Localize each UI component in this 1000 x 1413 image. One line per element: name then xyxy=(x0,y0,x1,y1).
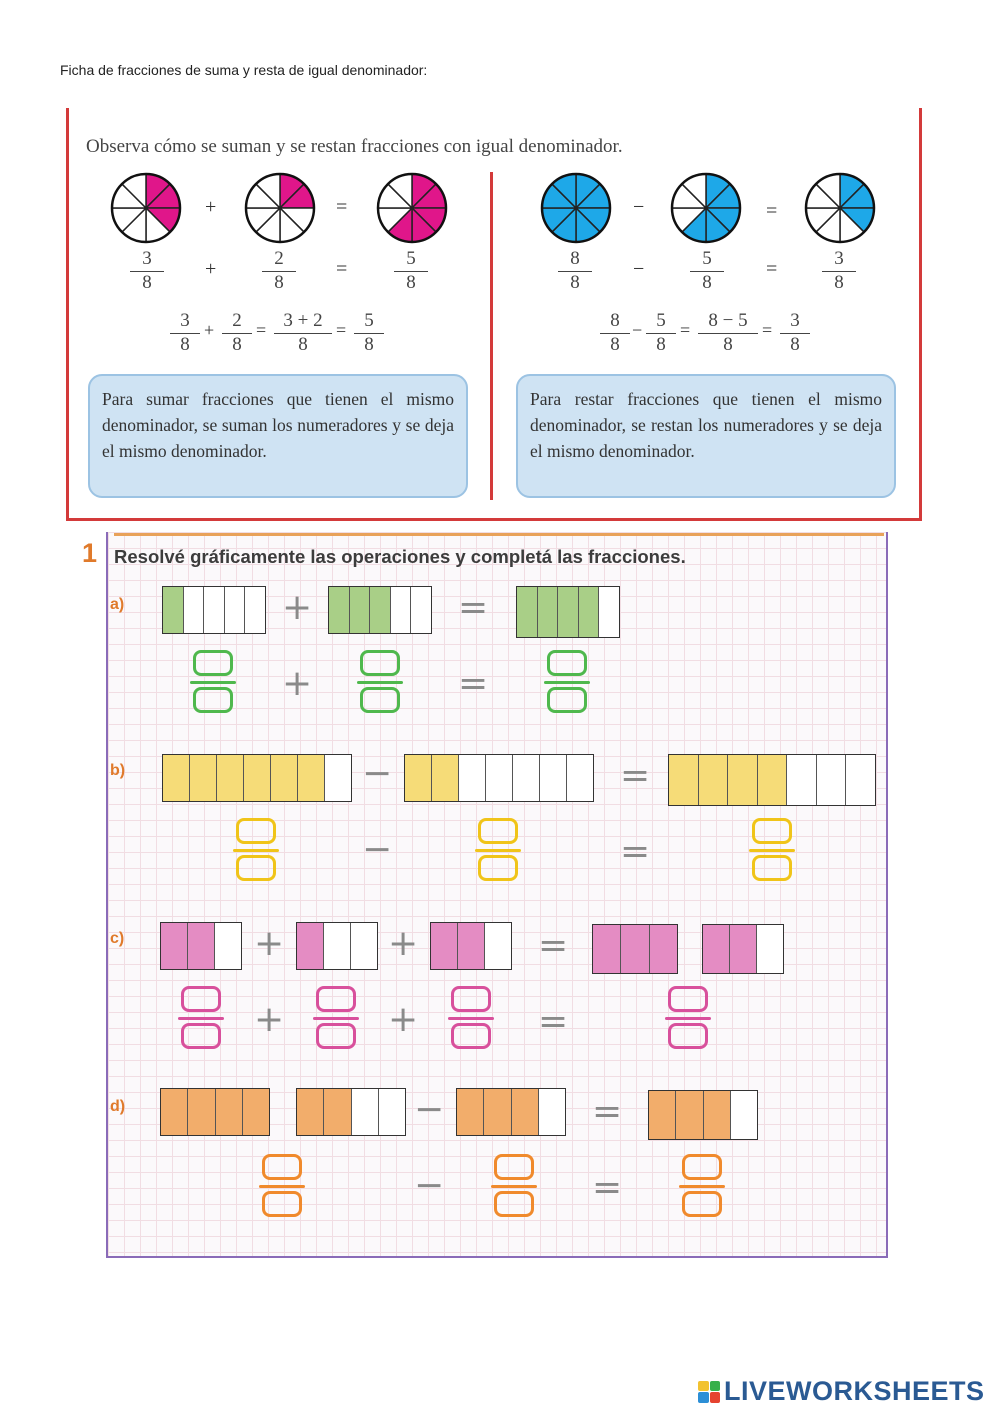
bar-c-4 xyxy=(592,924,678,974)
bar-cell-filled xyxy=(271,755,298,801)
bar-cell-filled xyxy=(432,755,459,801)
page-title: Ficha de fracciones de suma y resta de igual denominador: xyxy=(60,62,428,78)
op-a-1: + xyxy=(282,587,313,628)
fraction-bar xyxy=(544,681,590,684)
bar-cell-filled xyxy=(730,925,757,973)
logo-square xyxy=(698,1392,709,1403)
sub-expr-fraction-2: $\frac{5}{8}$ xyxy=(646,310,676,356)
fraction-bar xyxy=(491,1185,537,1188)
circle-five-eighths xyxy=(374,170,450,246)
numerator-box[interactable] xyxy=(451,986,491,1012)
op-c-2: + xyxy=(388,923,419,964)
add-equals-sign-2: = xyxy=(336,258,348,280)
fraction-bar xyxy=(178,1017,224,1020)
bar-cell-filled xyxy=(758,755,788,805)
bar-cell-filled xyxy=(188,1089,215,1135)
liveworksheets-logo[interactable] xyxy=(698,1376,985,1407)
bar-cell-filled xyxy=(699,755,729,805)
add-fraction-3: $\frac{5}{8}$ xyxy=(394,248,428,294)
liveworksheets-logo-text: LIVEWORKSHEETS xyxy=(724,1376,985,1406)
bar-cell-empty xyxy=(513,755,540,801)
answer-fraction-b-3[interactable] xyxy=(752,818,792,882)
circle-three-eighths-blue xyxy=(802,170,878,246)
bar-cell-empty xyxy=(351,923,377,969)
bar-cell-filled xyxy=(405,755,432,801)
add-expr-equals-1: = xyxy=(256,320,267,340)
add-expr-fraction-3: $\frac{3 + 2}{8}$ xyxy=(274,310,332,356)
denominator-box[interactable] xyxy=(236,855,276,881)
exercise-instruction: Resolvé gráficamente las operaciones y completá las fracciones. xyxy=(114,546,686,567)
denominator-box[interactable] xyxy=(668,1023,708,1049)
exercise-area xyxy=(106,532,888,1258)
row-label-c: c) xyxy=(110,930,125,947)
bar-cell-empty xyxy=(539,1089,565,1135)
bar-c-5 xyxy=(702,924,784,974)
denominator-box[interactable] xyxy=(316,1023,356,1049)
addition-rule-box: Para sumar fracciones que tienen el mismo denominador, se suman los numeradores y se deja el mismo denominador. xyxy=(88,374,468,498)
bar-cell-empty xyxy=(379,1089,405,1135)
bar-cell-filled xyxy=(243,1089,269,1135)
bar-a-2 xyxy=(328,586,432,634)
bar-cell-empty xyxy=(391,587,412,633)
answer-fraction-c-4[interactable] xyxy=(668,986,708,1050)
row-label-a: a) xyxy=(110,596,125,613)
answer-fraction-d-1[interactable] xyxy=(262,1154,302,1218)
bar-b-2 xyxy=(404,754,594,802)
answer-fraction-c-3[interactable] xyxy=(451,986,491,1050)
op-a-2b: = xyxy=(458,663,489,704)
bar-cell-empty xyxy=(599,587,619,637)
bar-cell-empty xyxy=(787,755,817,805)
op-d-1b: − xyxy=(414,1165,445,1206)
bar-b-3 xyxy=(668,754,876,806)
op-a-2: = xyxy=(458,587,489,628)
numerator-box[interactable] xyxy=(236,818,276,844)
fraction-bar xyxy=(259,1185,305,1188)
bar-cell-empty xyxy=(225,587,246,633)
bar-b-1 xyxy=(162,754,352,802)
sub-minus-sign-2: − xyxy=(633,258,645,280)
answer-fraction-a-1[interactable] xyxy=(193,650,233,714)
add-expr-fraction-2: $\frac{2}{8}$ xyxy=(222,310,252,356)
fraction-bar xyxy=(190,681,236,684)
numerator-box[interactable] xyxy=(668,986,708,1012)
fraction-bar xyxy=(749,849,795,852)
fraction-bar xyxy=(357,681,403,684)
answer-fraction-b-2[interactable] xyxy=(478,818,518,882)
denominator-box[interactable] xyxy=(181,1023,221,1049)
denominator-box[interactable] xyxy=(494,1191,534,1217)
add-expr-fraction-4: $\frac{5}{8}$ xyxy=(354,310,384,356)
numerator-box[interactable] xyxy=(547,650,587,676)
bar-cell-empty xyxy=(731,1091,757,1139)
bar-d-4 xyxy=(648,1090,758,1140)
numerator-box[interactable] xyxy=(478,818,518,844)
row-label-b: b) xyxy=(110,762,126,779)
bar-cell-filled xyxy=(728,755,758,805)
sub-expr-equals-1: = xyxy=(680,320,691,340)
answer-fraction-a-2[interactable] xyxy=(360,650,400,714)
bar-cell-empty xyxy=(459,755,486,801)
bar-cell-filled xyxy=(350,587,371,633)
numerator-box[interactable] xyxy=(494,1154,534,1180)
bar-cell-filled xyxy=(163,755,190,801)
sub-equals-sign: = xyxy=(766,200,778,222)
op-c-2b: + xyxy=(388,999,419,1040)
op-b-2: = xyxy=(620,755,651,796)
fraction-bar xyxy=(475,849,521,852)
bar-d-1 xyxy=(160,1088,270,1136)
bar-cell-filled xyxy=(216,1089,243,1135)
exercise-top-rule xyxy=(114,533,884,536)
sub-equals-sign-2: = xyxy=(766,258,778,280)
bar-cell-filled xyxy=(484,1089,511,1135)
bar-cell-filled xyxy=(217,755,244,801)
logo-square xyxy=(698,1381,709,1392)
sub-expr-fraction-1: $\frac{8}{8}$ xyxy=(600,310,630,356)
bar-cell-empty xyxy=(757,925,783,973)
subtraction-rule-box: Para restar fracciones que tienen el mismo denominador, se restan los numeradores y se deja el mismo denominador. xyxy=(516,374,896,498)
sub-expr-fraction-4: $\frac{3}{8}$ xyxy=(780,310,810,356)
numerator-box[interactable] xyxy=(682,1154,722,1180)
add-plus-sign: + xyxy=(205,196,217,218)
denominator-box[interactable] xyxy=(451,1023,491,1049)
bar-c-3 xyxy=(430,922,512,970)
answer-fraction-d-2[interactable] xyxy=(494,1154,534,1218)
denominator-box[interactable] xyxy=(193,687,233,713)
bar-cell-filled xyxy=(324,1089,351,1135)
bar-cell-empty xyxy=(324,923,351,969)
bar-cell-filled xyxy=(650,925,677,973)
bar-d-3 xyxy=(456,1088,566,1136)
add-expr-equals-2: = xyxy=(336,320,347,340)
bar-cell-filled xyxy=(458,923,485,969)
bar-cell-filled xyxy=(579,587,600,637)
add-fraction-1: $\frac{3}{8}$ xyxy=(130,248,164,294)
bar-cell-filled xyxy=(669,755,699,805)
op-b-2b: = xyxy=(620,831,651,872)
denominator-box[interactable] xyxy=(682,1191,722,1217)
sub-minus-sign: − xyxy=(633,196,645,218)
sub-expr-minus: − xyxy=(632,320,643,340)
bar-cell-filled xyxy=(329,587,350,633)
bar-cell-empty xyxy=(352,1089,379,1135)
denominator-box[interactable] xyxy=(262,1191,302,1217)
bar-cell-empty xyxy=(411,587,431,633)
bar-a-1 xyxy=(162,586,266,634)
circle-eight-eighths xyxy=(538,170,614,246)
numerator-box[interactable] xyxy=(262,1154,302,1180)
numerator-box[interactable] xyxy=(752,818,792,844)
numerator-box[interactable] xyxy=(193,650,233,676)
bar-cell-filled xyxy=(431,923,458,969)
bar-cell-empty xyxy=(184,587,205,633)
op-d-2b: = xyxy=(592,1167,623,1208)
bar-cell-empty xyxy=(325,755,351,801)
row-label-d: d) xyxy=(110,1098,126,1115)
bar-cell-filled xyxy=(621,925,649,973)
bar-cell-empty xyxy=(540,755,567,801)
bar-cell-filled xyxy=(457,1089,484,1135)
bar-cell-filled xyxy=(190,755,217,801)
bar-cell-filled xyxy=(512,1089,539,1135)
bar-cell-filled xyxy=(593,925,621,973)
exercise-number: 1 xyxy=(82,538,98,568)
bar-cell-empty xyxy=(817,755,847,805)
bar-cell-filled xyxy=(298,755,325,801)
sub-fraction-1: $\frac{8}{8}$ xyxy=(558,248,592,294)
circle-two-eighths xyxy=(242,170,318,246)
bar-cell-filled xyxy=(676,1091,703,1139)
sub-fraction-3: $\frac{3}{8}$ xyxy=(822,248,856,294)
logo-square xyxy=(710,1381,721,1392)
fraction-bar xyxy=(233,849,279,852)
op-c-3b: = xyxy=(538,1001,569,1042)
sub-expr-fraction-3: $\frac{8 - 5}{8}$ xyxy=(698,310,758,356)
op-c-1b: + xyxy=(254,999,285,1040)
bar-cell-empty xyxy=(486,755,513,801)
bar-d-2 xyxy=(296,1088,406,1136)
answer-fraction-a-3[interactable] xyxy=(547,650,587,714)
bar-cell-filled xyxy=(538,587,559,637)
bar-cell-empty xyxy=(567,755,593,801)
bar-cell-filled xyxy=(558,587,579,637)
fraction-bar xyxy=(313,1017,359,1020)
bar-cell-empty xyxy=(245,587,265,633)
logo-square xyxy=(710,1392,721,1403)
fraction-bar xyxy=(679,1185,725,1188)
bar-a-3 xyxy=(516,586,620,638)
bar-cell-empty xyxy=(846,755,875,805)
bar-cell-filled xyxy=(297,923,324,969)
bar-cell-filled xyxy=(161,923,188,969)
numerator-box[interactable] xyxy=(316,986,356,1012)
numerator-box[interactable] xyxy=(181,986,221,1012)
bar-cell-filled xyxy=(370,587,391,633)
answer-fraction-c-2[interactable] xyxy=(316,986,356,1050)
add-equals-sign: = xyxy=(336,196,348,218)
numerator-box[interactable] xyxy=(360,650,400,676)
bar-cell-filled xyxy=(161,1089,188,1135)
op-d-2: = xyxy=(592,1091,623,1132)
denominator-box[interactable] xyxy=(478,855,518,881)
bar-cell-empty xyxy=(204,587,225,633)
op-b-1b: − xyxy=(362,829,393,870)
add-fraction-2: $\frac{2}{8}$ xyxy=(262,248,296,294)
denominator-box[interactable] xyxy=(360,687,400,713)
liveworksheets-logo-icon xyxy=(698,1381,720,1403)
bar-cell-filled xyxy=(188,923,215,969)
explanation-divider xyxy=(490,172,493,500)
bar-cell-empty xyxy=(215,923,241,969)
denominator-box[interactable] xyxy=(752,855,792,881)
answer-fraction-c-1[interactable] xyxy=(181,986,221,1050)
fraction-bar xyxy=(448,1017,494,1020)
op-c-3: = xyxy=(538,925,569,966)
circle-five-eighths-blue xyxy=(668,170,744,246)
denominator-box[interactable] xyxy=(547,687,587,713)
explanation-intro: Observa cómo se suman y se restan fracciones con igual denominador. xyxy=(86,136,623,157)
bar-cell-filled xyxy=(517,587,538,637)
bar-cell-filled xyxy=(649,1091,676,1139)
add-expr-plus: + xyxy=(204,320,215,340)
bar-c-2 xyxy=(296,922,378,970)
bar-cell-filled xyxy=(163,587,184,633)
sub-expr-equals-2: = xyxy=(762,320,773,340)
op-a-1b: + xyxy=(282,663,313,704)
bar-c-1 xyxy=(160,922,242,970)
op-c-1: + xyxy=(254,923,285,964)
op-d-1: − xyxy=(414,1089,445,1130)
circle-three-eighths xyxy=(108,170,184,246)
op-b-1: − xyxy=(362,753,393,794)
fraction-bar xyxy=(665,1017,711,1020)
add-plus-sign-2: + xyxy=(205,258,217,280)
bar-cell-filled xyxy=(297,1089,324,1135)
answer-fraction-d-3[interactable] xyxy=(682,1154,722,1218)
bar-cell-filled xyxy=(703,925,730,973)
add-expr-fraction-1: $\frac{3}{8}$ xyxy=(170,310,200,356)
bar-cell-filled xyxy=(704,1091,731,1139)
sub-fraction-2: $\frac{5}{8}$ xyxy=(690,248,724,294)
answer-fraction-b-1[interactable] xyxy=(236,818,276,882)
bar-cell-empty xyxy=(485,923,511,969)
bar-cell-filled xyxy=(244,755,271,801)
